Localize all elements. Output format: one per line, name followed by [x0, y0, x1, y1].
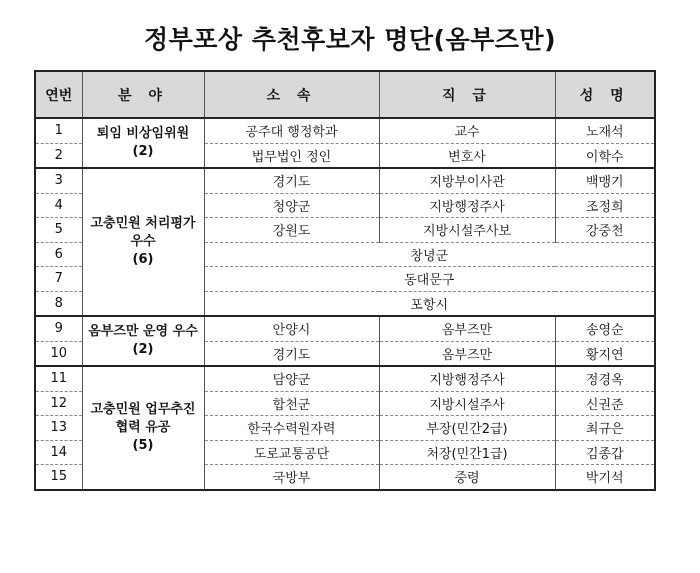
affiliation-cell: 국방부 [204, 465, 379, 490]
category-label: 고충민원 업무추진 [90, 401, 196, 417]
category-count: (2) [132, 342, 154, 357]
row-number: 10 [35, 341, 82, 366]
category-label: 옴부즈만 운영 우수 [88, 324, 198, 339]
table-row [35, 366, 655, 391]
name-cell: 박기석 [555, 465, 655, 490]
row-number: 4 [35, 193, 82, 218]
affiliation-cell: 경기도 [204, 341, 379, 366]
name-cell: 최규은 [555, 416, 655, 441]
affiliation-cell: 안양시 [204, 316, 379, 341]
category-label: 우수 [130, 234, 156, 249]
name-cell: 황지연 [555, 341, 655, 366]
header-rank: 직 급 [379, 71, 555, 118]
name-cell: 신권준 [555, 391, 655, 416]
rank-cell: 중령 [379, 465, 555, 490]
table-row [35, 316, 655, 341]
header-affiliation: 소 속 [204, 71, 379, 118]
affiliation-cell: 담양군 [204, 366, 379, 391]
row-number: 1 [35, 118, 82, 143]
affiliation-cell: 한국수력원자력 [204, 416, 379, 441]
rank-cell: 지방부이사관 [379, 168, 555, 193]
organization-cell: 포항시 [204, 291, 655, 316]
row-number: 6 [35, 242, 82, 267]
category-count: (6) [132, 252, 154, 267]
organization-cell: 창녕군 [204, 242, 655, 267]
row-number: 5 [35, 218, 82, 243]
rank-cell: 지방행정주사 [379, 366, 555, 391]
header-name: 성 명 [555, 71, 655, 118]
category-label: 퇴임 비상임위원 [96, 126, 190, 141]
rank-cell: 옴부즈만 [379, 341, 555, 366]
category-cell [82, 316, 204, 366]
row-number: 12 [35, 391, 82, 416]
name-cell: 이학수 [555, 143, 655, 168]
header-field: 분 야 [82, 71, 204, 118]
rank-cell: 지방행정주사 [379, 193, 555, 218]
row-number: 8 [35, 291, 82, 316]
row-number: 13 [35, 416, 82, 441]
row-number: 7 [35, 267, 82, 292]
category-cell [82, 168, 204, 316]
rank-cell: 부장(민간2급) [379, 416, 555, 441]
affiliation-cell: 강원도 [204, 218, 379, 243]
category-cell [82, 118, 204, 168]
row-number: 3 [35, 168, 82, 193]
affiliation-cell: 도로교통공단 [204, 440, 379, 465]
affiliation-cell: 경기도 [204, 168, 379, 193]
category-count: (2) [132, 144, 154, 159]
row-number: 2 [35, 143, 82, 168]
rank-cell: 옴부즈만 [379, 316, 555, 341]
header-row [35, 71, 655, 118]
rank-cell: 교수 [379, 118, 555, 143]
nominee-table [34, 70, 656, 491]
row-number: 14 [35, 440, 82, 465]
name-cell: 강중천 [555, 218, 655, 243]
affiliation-cell: 합천군 [204, 391, 379, 416]
rank-cell: 처장(민간1급) [379, 440, 555, 465]
rank-cell: 지방시설주사보 [379, 218, 555, 243]
category-count: (5) [132, 437, 154, 453]
row-number: 9 [35, 316, 82, 341]
table-row [35, 168, 655, 193]
header-no: 연번 [35, 71, 82, 118]
category-label: 협력 유공 [115, 419, 171, 435]
row-number: 15 [35, 465, 82, 490]
document-title: 정부포상 추천후보자 명단(옴부즈만) [143, 25, 556, 54]
name-cell: 노재석 [555, 118, 655, 143]
rank-cell: 변호사 [379, 143, 555, 168]
name-cell: 송영순 [555, 316, 655, 341]
affiliation-cell: 공주대 행정학과 [204, 118, 379, 143]
organization-cell: 동대문구 [204, 267, 655, 292]
name-cell: 조정희 [555, 193, 655, 218]
affiliation-cell: 법무법인 정인 [204, 143, 379, 168]
rank-cell: 지방시설주사 [379, 391, 555, 416]
table-row [35, 118, 655, 143]
name-cell: 정경옥 [555, 366, 655, 391]
category-label: 고충민원 처리평가 [90, 216, 196, 231]
name-cell: 김종갑 [555, 440, 655, 465]
row-number: 11 [35, 366, 82, 391]
name-cell: 백맹기 [555, 168, 655, 193]
category-cell [82, 366, 204, 490]
affiliation-cell: 청양군 [204, 193, 379, 218]
